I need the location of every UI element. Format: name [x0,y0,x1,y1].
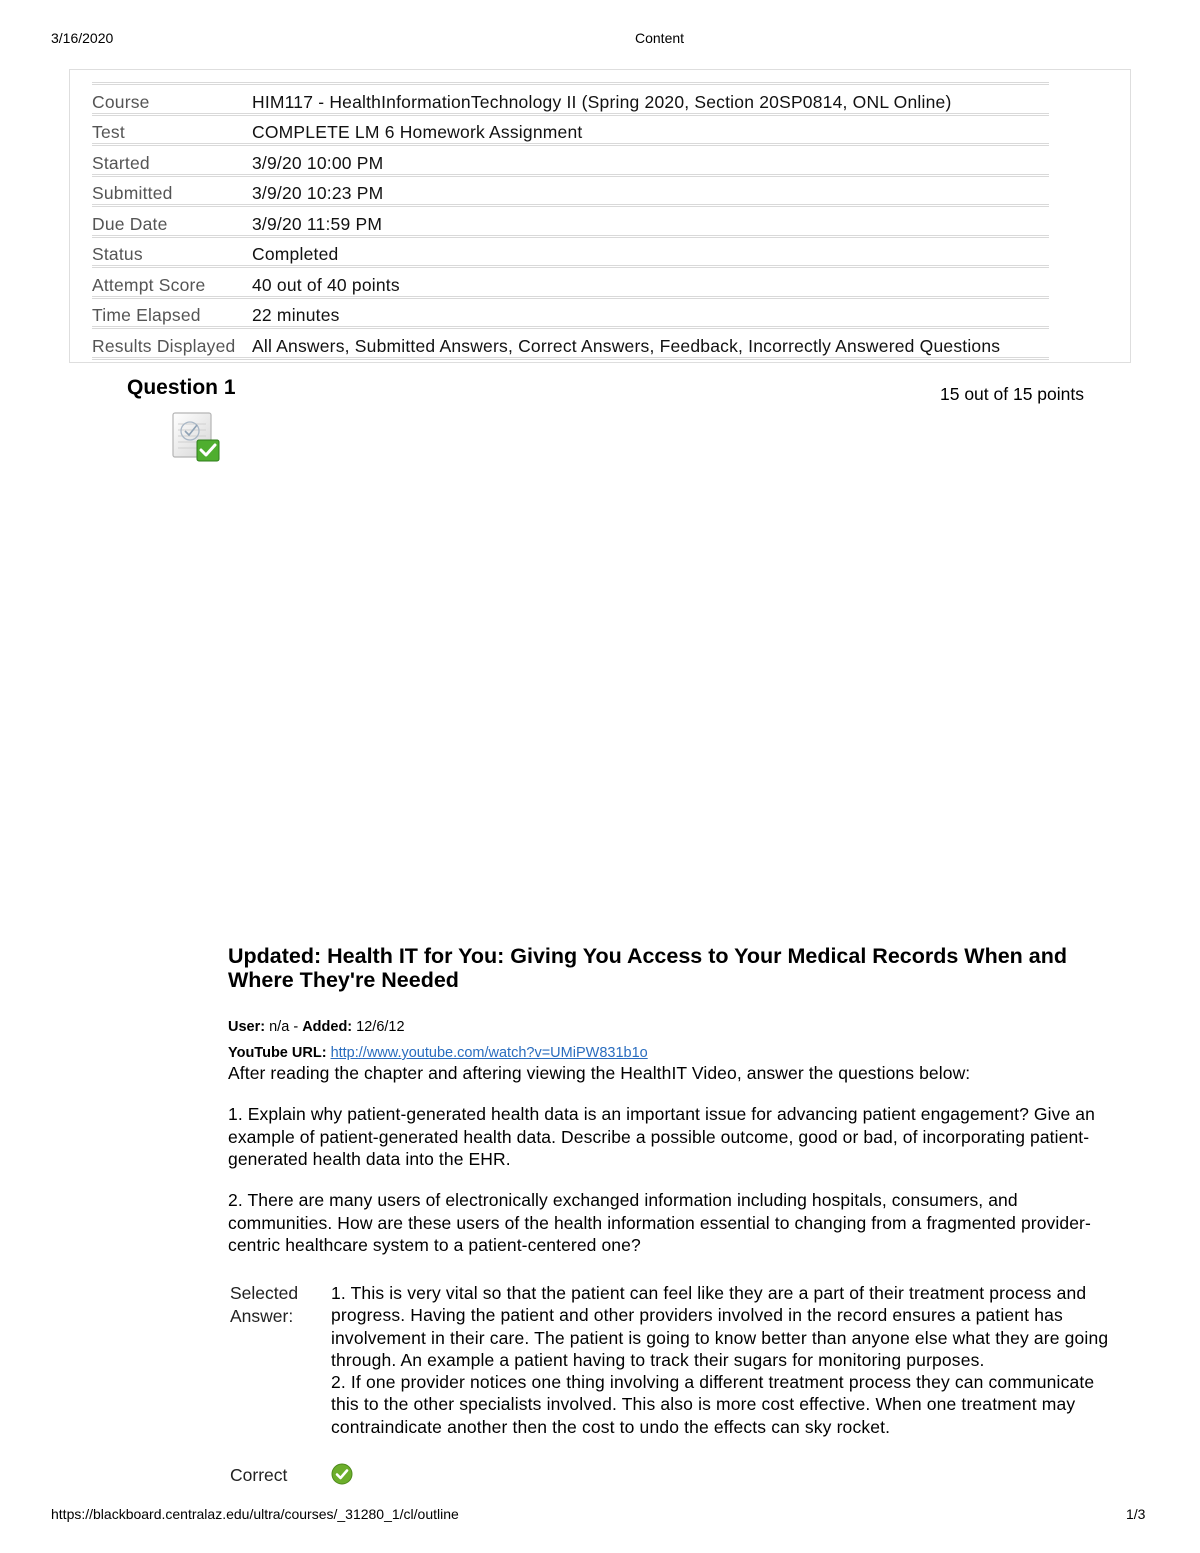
summary-value: 3/9/20 10:23 PM [252,175,1049,206]
summary-row [92,145,1049,176]
summary-row [92,267,1049,298]
summary-row [92,328,1049,359]
check-circle-icon [331,1463,353,1485]
question-part-1: 1. Explain why patient-generated health data is an important issue for advancing patient engagement? Give an example of patient-generated health data. Describe a possible outcome, good or bad, of incorporating patient-generated health data into the EHR. [228,1104,1095,1169]
summary-value: 40 out of 40 points [252,267,1049,298]
video-title: Updated: Health IT for You: Giving You Access to Your Medical Records When and Where They're Needed [228,944,1068,992]
video-meta [228,1019,405,1035]
summary-value: HIM117 - HealthInformationTechnology II (Spring 2020, Section 20SP0814, ONL Online) [252,84,1049,115]
user-label: User: [228,1019,266,1035]
summary-label: Test [92,114,252,145]
summary-value: 22 minutes [252,297,1049,328]
summary-row [92,297,1049,328]
question-part-2: 2. There are many users of electronically exchanged information including hospitals, consumers, and communities. How are these users of the health information essential to changing from a fragmented provider-centric healthcare system to a patient-centered one? [228,1190,1091,1255]
question-title: Question 1 [127,376,236,399]
summary-value: All Answers, Submitted Answers, Correct Answers, Feedback, Incorrectly Answered Questions [252,328,1049,359]
question-points: 15 out of 15 points [940,384,1084,404]
summary-label: Submitted [92,175,252,206]
summary-row [92,84,1049,115]
summary-row [92,114,1049,145]
question-intro: After reading the chapter and aftering viewing the HealthIT Video, answer the questions below: [228,1063,971,1083]
answer-part-2: 2. If one provider notices one thing involving a different treatment process they can communicate this to the other specialists involved. This also is more cost effective. When one treatment may contraindicate another then the cost to undo the effects can sky rocket. [331,1372,1095,1437]
youtube-url-line [228,1045,648,1061]
summary-label: Started [92,145,252,176]
youtube-label: YouTube URL: [228,1045,327,1061]
print-url: https://blackboard.centralaz.edu/ultra/courses/_31280_1/cl/outline [51,1506,459,1522]
selected-label-line-1: Selected [230,1283,299,1303]
graded-correct-icon [170,410,222,464]
summary-value: 3/9/20 10:00 PM [252,145,1049,176]
summary-value: COMPLETE LM 6 Homework Assignment [252,114,1049,145]
attempt-summary-table [92,82,1049,360]
youtube-link[interactable]: http://www.youtube.com/watch?v=UMiPW831b1o [330,1045,648,1061]
summary-value: Completed [252,236,1049,267]
attempt-summary-panel [69,69,1131,363]
summary-label: Status [92,236,252,267]
summary-label: Attempt Score [92,267,252,298]
correct-label: Correct [230,1465,288,1485]
selected-answer-label [230,1282,298,1327]
print-title: Content [635,30,685,46]
summary-label: Time Elapsed [92,297,252,328]
added-value: 12/6/12 [356,1019,405,1035]
print-page-number: 1/3 [1126,1506,1146,1522]
answer-part-1: 1. This is very vital so that the patient can feel like they are a part of their treatment process and progress. Having the patient and other providers involved in the record ensures a patient has involvement in their care. The patient is going to know better than anyone else what they are going through. An example a patient having to track their sugars for monitoring purposes. [331,1283,1109,1370]
summary-label: Results Displayed [92,328,252,359]
summary-row [92,175,1049,206]
summary-label: Course [92,84,252,115]
summary-row [92,206,1049,237]
summary-row [92,236,1049,267]
print-date: 3/16/2020 [51,30,114,46]
user-value: n/a [269,1019,290,1035]
selected-answer-text [331,1282,1111,1438]
summary-value: 3/9/20 11:59 PM [252,206,1049,237]
summary-label: Due Date [92,206,252,237]
meta-separator: - [293,1019,299,1035]
selected-label-line-2: Answer: [230,1305,294,1326]
added-label: Added: [302,1019,353,1035]
